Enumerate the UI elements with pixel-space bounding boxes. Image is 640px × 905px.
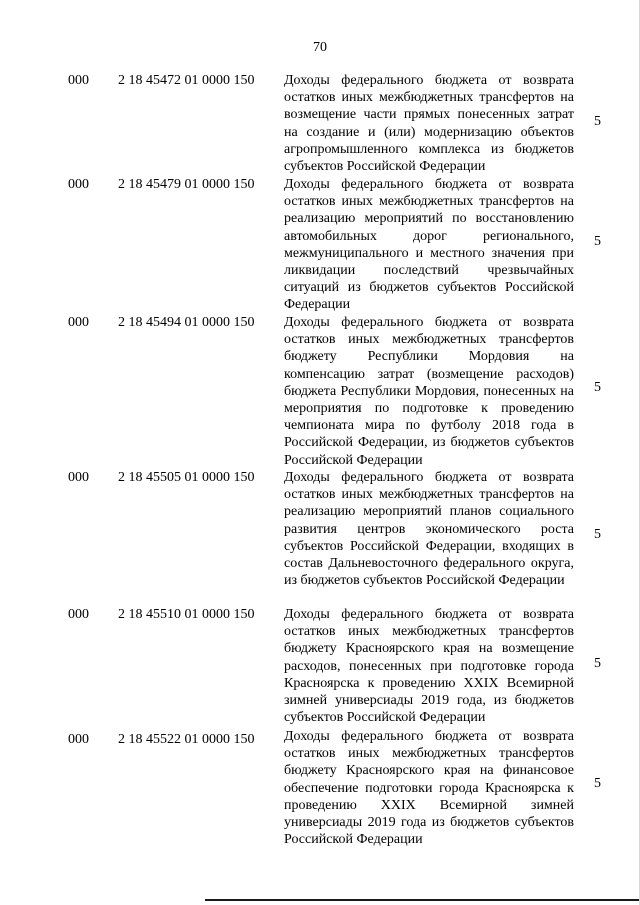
admin-code: 000	[68, 607, 89, 622]
budget-code: 2 18 45472 01 0000 150	[118, 73, 255, 88]
page-number: 70	[313, 40, 327, 55]
budget-code: 2 18 45522 01 0000 150	[118, 732, 255, 747]
budget-code: 2 18 45494 01 0000 150	[118, 315, 255, 330]
income-description: Доходы федерального бюджета от возврата остатков иных межбюджетных трансфертов на реализацию мероприятий по восстановлению автомобильных дорог регионального, межмуниципального и местного значения при ликвидации последствий чрезвычайных ситуаций из бюджетов субъектов Российской Федерации	[284, 177, 574, 313]
budget-code: 2 18 45479 01 0000 150	[118, 177, 255, 192]
budget-code: 2 18 45510 01 0000 150	[118, 607, 255, 622]
budget-code: 2 18 45505 01 0000 150	[118, 470, 255, 485]
amount-value: 5	[594, 527, 601, 542]
admin-code: 000	[68, 177, 89, 192]
amount-value: 5	[594, 114, 601, 129]
amount-value: 5	[594, 656, 601, 671]
income-description: Доходы федерального бюджета от возврата остатков иных межбюджетных трансфертов бюджету Красноярского края на возмещение расходов, понесенных при подготовке города Красноярска к проведению XXIX Всемирной зимней универсиады 2019 года, из бюджетов субъектов Российской Федерации	[284, 607, 574, 726]
income-description: Доходы федерального бюджета от возврата остатков иных межбюджетных трансфертов на возмещение части прямых понесенных затрат на создание и (или) модернизацию объектов агропромышленного комплекса из бюджетов субъектов Российской Федерации	[284, 73, 574, 175]
income-description: Доходы федерального бюджета от возврата остатков иных межбюджетных трансфертов бюджету Республики Мордовия на компенсацию затрат (возмещение расходов) бюджета Республики Мордовия, понесенных на мероприятия по подготовке к проведению чемпионата мира по футболу 2018 года в Российской Федерации, из бюджетов субъектов Российской Федерации	[284, 315, 574, 468]
amount-value: 5	[594, 234, 601, 249]
bottom-edge-line	[205, 899, 640, 901]
admin-code: 000	[68, 732, 89, 747]
admin-code: 000	[68, 73, 89, 88]
amount-value: 5	[594, 380, 601, 395]
admin-code: 000	[68, 470, 89, 485]
amount-value: 5	[594, 776, 601, 791]
income-description: Доходы федерального бюджета от возврата остатков иных межбюджетных трансфертов на реализацию мероприятий планов социального развития центров экономического роста субъектов Российской Федерации, входящих в состав Дальневосточного федерального округа, из бюджетов субъектов Российской Федерации	[284, 470, 574, 589]
income-description: Доходы федерального бюджета от возврата остатков иных межбюджетных трансфертов бюджету Красноярского края на финансовое обеспечение подготовки города Красноярска к проведению XXIX Всемирной зимней универсиады 2019 года из бюджетов субъектов Российской Федерации	[284, 729, 574, 848]
admin-code: 000	[68, 315, 89, 330]
